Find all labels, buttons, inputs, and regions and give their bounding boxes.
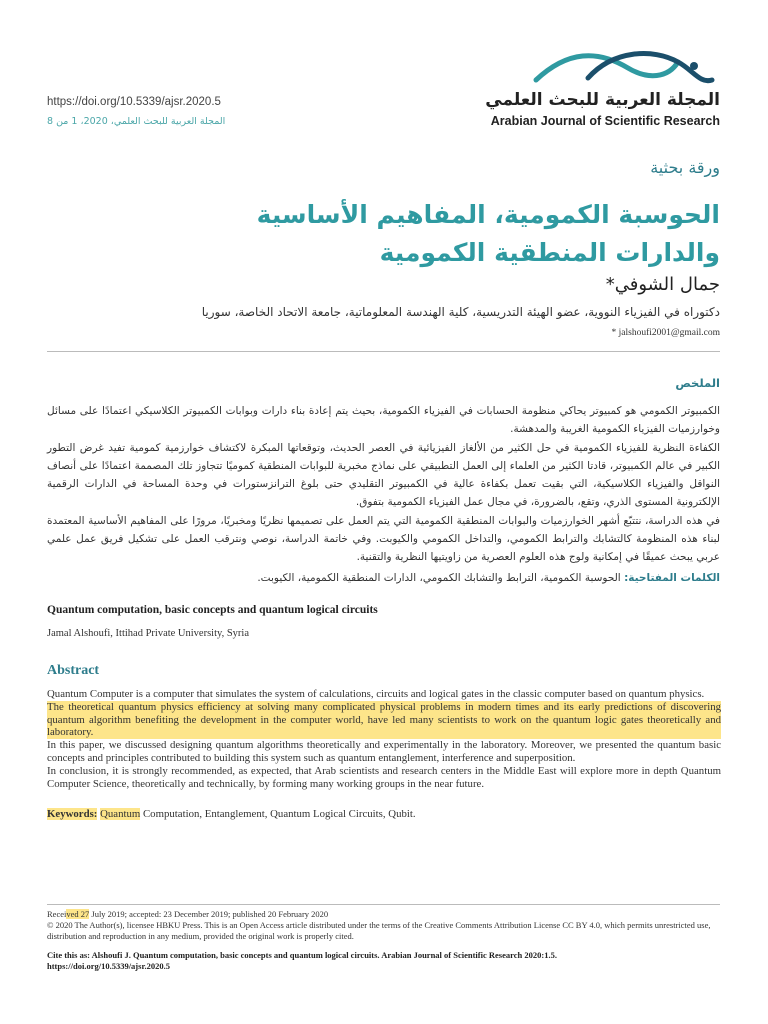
author-email[interactable]: * jalshoufi2001@gmail.com (611, 328, 720, 338)
abstract-en-highlighted-paragraph: The theoretical quantum physics efficiency at solving many complicated physical problems in modern times and its early predictions of discovering quantum algorithm benefiting the development in the computer world, have led many scientists to work on the quantum logic gates theoretically and laboratory. (47, 700, 721, 739)
citation-doi-link[interactable]: https://doi.org/10.5339/ajsr.2020.5 (47, 961, 170, 971)
paper-title-arabic: الحوسبة الكمومية، المفاهيم الأساسية والدارات المنطقية الكمومية (256, 200, 720, 267)
divider (47, 904, 720, 905)
abstract-body-english (47, 688, 721, 790)
abstract-ar-paragraph: في هذه الدراسة، نتتبّع أشهر الخوارزميات والبوابات المنطقية الكمومية التي يتم العمل على تصميمها نظريًا ومخبريًا، مرورًا على المفاهيم الأساسية المعتمدة لبناء هذه المنظومة كالتشابك والترابط الكمومي، والتداخل الكمومي والكيوبت. وفي خاتمة الدراسة، نوصي ونترقب العمل على تشكيل فريق عمل علمي عربي يبحث عميقًا في إمكانية ولوج هذه العلوم العصرية من زاويتيها النظرية والتقنية. (47, 514, 720, 564)
received-text: Recei (47, 909, 67, 919)
citation-text: Cite this as: Alshoufi J. Quantum computation, basic concepts and quantum logical circuits. Arabian Journal of Scientific Research 2020:1.5. (47, 950, 557, 960)
keywords-label-english: Keywords: (47, 808, 98, 820)
abstract-heading-arabic: الملخص (675, 376, 720, 390)
paper-type-label: ورقة بحثية (650, 158, 720, 177)
affiliation-arabic: دكتوراه في الفيزياء النووية، عضو الهيئة التدريسية، كلية الهندسة المعلوماتية، جامعة الاتحاد الخاصة، سوريا (201, 305, 720, 319)
divider (47, 351, 720, 352)
abstract-heading-english: Abstract (47, 663, 100, 678)
journal-logo-icon (528, 40, 728, 90)
keywords-label-arabic: الكلمات المفتاحية: (624, 572, 720, 584)
received-dates (47, 909, 721, 920)
keywords-english (47, 808, 416, 820)
footer-notes (47, 909, 721, 942)
license-text: © 2020 The Author(s), licensee HBKU Press. This is an Open Access article distributed under the terms of the Creative Comments Attribution License CC BY 4.0, which permits unrestricted use, distribution and reproduction in any medium, provided the original work is properly cited. (47, 920, 711, 941)
journal-name-english: Arabian Journal of Scientific Research (490, 114, 720, 128)
keyword-highlighted: Quantum (100, 808, 141, 820)
keywords-list-english: Computation, Entanglement, Quantum Logical Circuits, Qubit. (140, 808, 416, 820)
received-highlight: ved 27 (66, 909, 90, 919)
abstract-ar-paragraph: الكفاءة النظرية للفيزياء الكمومية في حل الكثير من الألغاز الفيزيائية في العصر الحديث، وتوقعاتها المبكرة لاكتشاف خوارزمية كمومية تفيد غرض التطور الكبير في عالم الكمبيوتر، قادتا الكثير من العلماء إلى العمل التطبيقي على نماذج مخبرية للبوابات المنطقية كموميًا تتجاوز تلك المصممة اعتمادًا على أنصاف النواقل والفيزياء الكلاسيكية، التي بقيت تعمل بكفاءة عالية في الكمبيوتر التقليدي حتى بلوغ الترانزستورات في وحدة المساحة في الدارات الرقمية الإلكترونية المستوى الذري، وتقع، بالضرورة، في مجال عمل الفيزياء الكمومية بتفوق. (47, 441, 720, 509)
received-rest: July 2019; accepted: 23 December 2019; published 20 February 2020 (89, 909, 329, 919)
abstract-en-paragraph: In this paper, we discussed designing quantum algorithms theoretically and experimentally in the laboratory. Moreover, we presented the quantum basic concepts and principles contributed to building this system such as quantum entanglement, interference and superposition. (47, 739, 721, 764)
author-name-arabic: جمال الشوفي* (605, 274, 720, 295)
journal-citation-line: المجلة العربية للبحث العلمي، 2020، 1 من 8 (47, 116, 226, 127)
citation-block (47, 950, 721, 972)
abstract-body-arabic (47, 402, 720, 567)
journal-name-arabic: المجلة العربية للبحث العلمي (485, 90, 720, 110)
doi-link[interactable]: https://doi.org/10.5339/ajsr.2020.5 (47, 96, 221, 108)
paper-title-english: Quantum computation, basic concepts and quantum logical circuits (47, 604, 378, 616)
author-affiliation-english: Jamal Alshoufi, Ittihad Private University, Syria (47, 628, 249, 639)
abstract-en-paragraph: In conclusion, it is strongly recommended, as expected, that Arab scientists and research centers in the Middle East will explore more in depth Quantum Computer Science, theoretically and technically, by forming many working groups in the near future. (47, 764, 721, 790)
keywords-arabic (47, 572, 720, 584)
keywords-list-arabic: الحوسبة الكمومية، الترابط والتشابك الكمومي، الدارات المنطقية الكمومية، الكيوبت. (257, 572, 621, 584)
abstract-en-paragraph: Quantum Computer is a computer that simulates the system of calculations, circuits and logical gates in the classic computer based on quantum physics. (47, 688, 705, 700)
abstract-ar-paragraph: الكمبيوتر الكمومي هو كمبيوتر يحاكي منظومة الحسابات في الفيزياء الكمومية، بحيث يتم إعادة بناء دارات وبوابات الكمبيوتر الكلاسيكي اعتمادًا على مسائل وخوارزميات الفيزياء الكمومية الغريبة والمدهشة. (47, 405, 720, 436)
